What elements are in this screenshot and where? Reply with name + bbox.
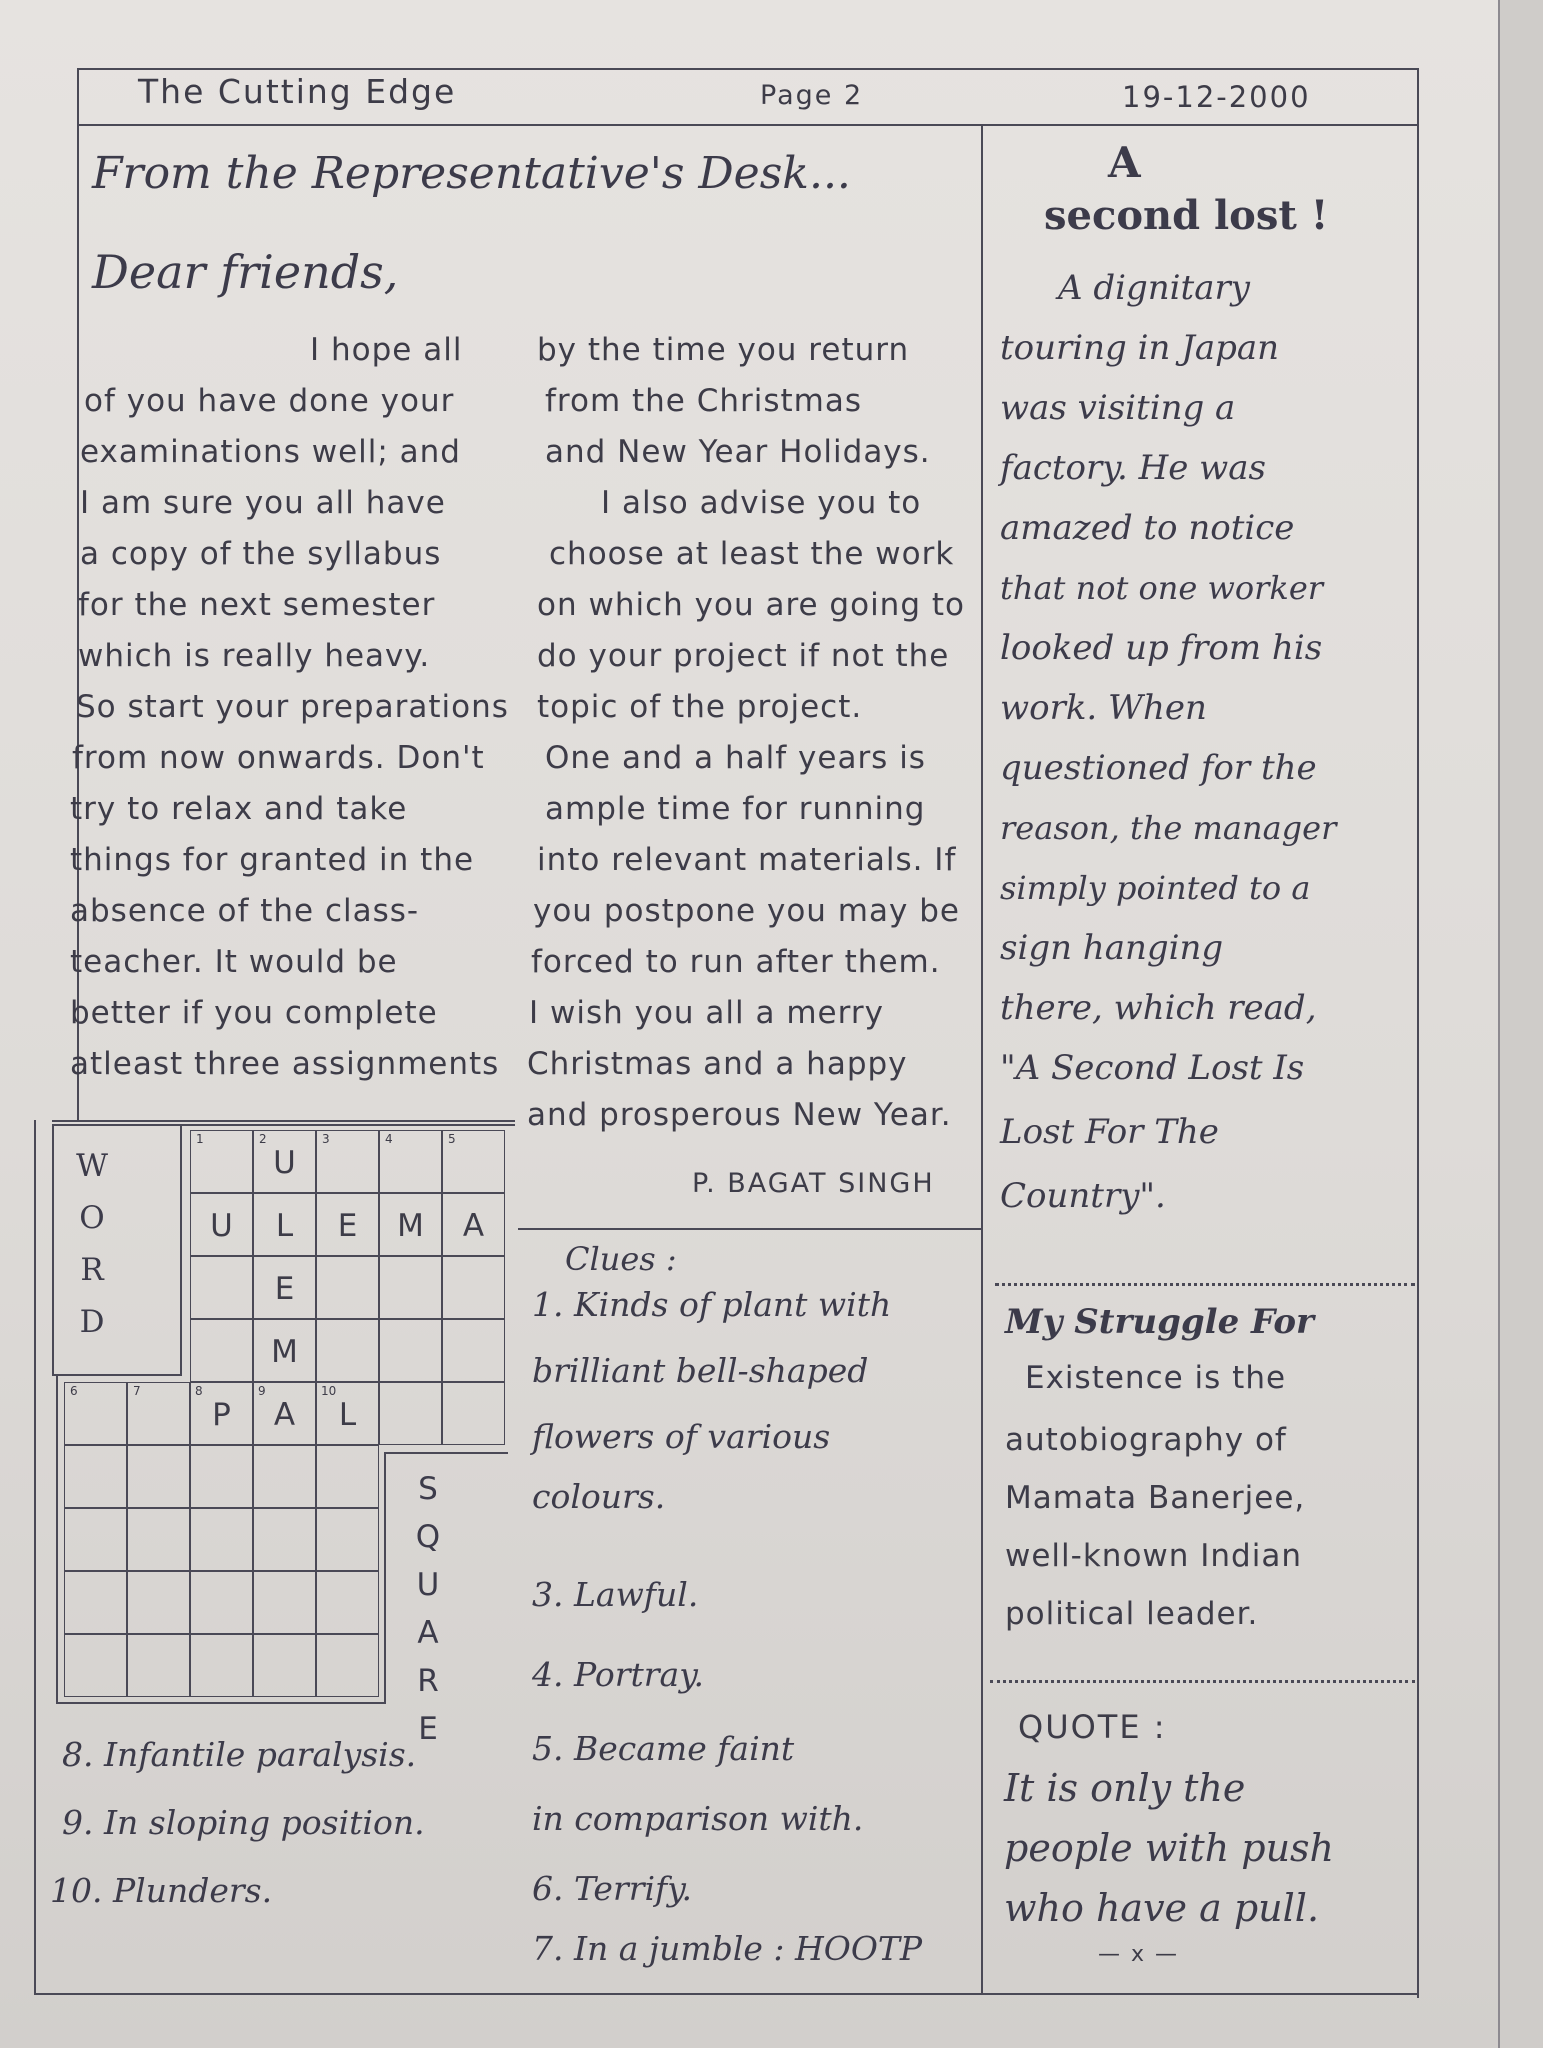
word-letter: R <box>80 1252 104 1288</box>
clue-line: 7. In a jumble : HOOTP <box>532 1929 923 1968</box>
story-title: second lost ! <box>1044 192 1329 239</box>
square-letter: A <box>417 1615 439 1651</box>
clues-title: Clues : <box>565 1240 677 1278</box>
clue-line: brilliant bell-shaped <box>532 1351 869 1390</box>
editorial-column-2 <box>527 325 965 1141</box>
col2-line: I wish you all a merry <box>529 995 884 1031</box>
col1-line: which is really heavy. <box>78 638 431 674</box>
cell-letter: L <box>275 1208 294 1244</box>
col1-line: things for granted in the <box>70 842 475 878</box>
col2-line: One and a half years is <box>545 740 926 776</box>
crossword-cell <box>190 1319 253 1382</box>
clue-line: 10. Plunders. <box>50 1871 273 1910</box>
book-line: well-known Indian <box>1005 1538 1302 1574</box>
crossword-cell <box>379 1319 442 1382</box>
square-frame-right <box>384 1452 386 1704</box>
col1-line: from now onwards. Don't <box>72 740 485 776</box>
clue-line: flowers of various <box>532 1417 831 1456</box>
cell-number: 1 <box>196 1132 204 1146</box>
cell-letter: L <box>338 1397 357 1433</box>
crossword-cell <box>64 1382 127 1445</box>
col1-line: So start your preparations <box>76 689 509 725</box>
crossword-cell <box>64 1571 127 1634</box>
editorial-bottom-rule <box>52 1120 515 1122</box>
cell-number: 8 <box>195 1384 203 1398</box>
story-line: sign hanging <box>1000 928 1224 968</box>
col1-line: examinations well; and <box>80 434 461 470</box>
crossword-cell <box>253 1256 316 1319</box>
crossword-cell <box>190 1193 253 1256</box>
crossword-cell <box>442 1193 505 1256</box>
crossword-cell <box>190 1634 253 1697</box>
cell-number: 7 <box>133 1384 141 1398</box>
crossword-cell <box>442 1256 505 1319</box>
sidebar-divider <box>981 124 983 1994</box>
story-title-a: A <box>1108 138 1141 187</box>
crossword-cell <box>127 1508 190 1571</box>
story-line: "A Second Lost Is <box>1000 1048 1305 1088</box>
crossword-cell <box>316 1571 379 1634</box>
square-letter: Q <box>415 1519 441 1555</box>
salutation: Dear friends, <box>92 245 399 299</box>
word-vertical-label <box>72 1140 112 1348</box>
col2-line: from the Christmas <box>545 383 863 419</box>
col2-line: you postpone you may be <box>533 893 960 929</box>
story-line: touring in Japan <box>1000 328 1280 368</box>
crossword-cell <box>253 1319 316 1382</box>
editorial-heading: From the Representative's Desk... <box>92 148 851 199</box>
crossword-cell <box>190 1130 253 1193</box>
cell-letter: M <box>397 1208 424 1244</box>
issue-date: 19-12-2000 <box>1122 80 1311 114</box>
frame-top <box>77 68 1419 70</box>
quote-body <box>1004 1758 1334 1938</box>
crossword-cell <box>64 1445 127 1508</box>
col2-line: choose at least the work <box>549 536 955 572</box>
col2-line: forced to run after them. <box>531 944 941 980</box>
story-line: amazed to notice <box>1000 508 1295 548</box>
crossword-cell <box>190 1256 253 1319</box>
crossword-cell <box>253 1445 316 1508</box>
cell-number: 5 <box>448 1132 456 1146</box>
col1-line: try to relax and take <box>70 791 408 827</box>
crossword-cell <box>316 1508 379 1571</box>
sidebar-dotted-1 <box>995 1283 1415 1286</box>
crossword-cell <box>190 1445 253 1508</box>
cell-letter: M <box>271 1334 298 1370</box>
book-block <box>1005 1302 1314 1654</box>
col1-line: atleast three assignments <box>70 1046 500 1082</box>
cell-number: 2 <box>259 1132 267 1146</box>
col2-line: topic of the project. <box>537 689 863 725</box>
crossword-cell <box>316 1634 379 1697</box>
crossword-cell <box>127 1571 190 1634</box>
story-line: work. When <box>1000 688 1207 728</box>
col2-line: and prosperous New Year. <box>527 1097 952 1133</box>
story-line: Country". <box>1000 1176 1166 1216</box>
square-letter: U <box>416 1567 440 1603</box>
cell-number: 9 <box>258 1384 266 1398</box>
quote-line: who have a pull. <box>1004 1886 1320 1930</box>
cell-letter: E <box>274 1271 295 1307</box>
cell-number: 6 <box>70 1384 78 1398</box>
crossword-cell <box>190 1508 253 1571</box>
quote-line: It is only the <box>1004 1766 1246 1810</box>
crossword-cell <box>253 1193 316 1256</box>
story-line: questioned for the <box>1000 748 1317 788</box>
clue-line: 1. Kinds of plant with <box>532 1285 892 1324</box>
book-line: My Struggle For <box>1005 1302 1314 1342</box>
square-frame-bottom <box>56 1702 386 1704</box>
crossword-cell <box>379 1256 442 1319</box>
word-letter: W <box>76 1148 108 1184</box>
col2-line: by the time you return <box>537 332 910 368</box>
cell-number: 4 <box>385 1132 393 1146</box>
frame-right <box>1417 68 1419 1998</box>
story-line: that not one worker <box>1000 569 1324 607</box>
book-line: autobiography of <box>1005 1422 1287 1458</box>
crossword-cell <box>253 1571 316 1634</box>
book-line: political leader. <box>1005 1596 1259 1632</box>
square-letter: E <box>418 1711 438 1747</box>
clue-line: 5. Became faint <box>532 1729 795 1768</box>
clue-line: 3. Lawful. <box>532 1575 699 1614</box>
crossword-cell <box>316 1256 379 1319</box>
clues-left-column <box>50 1735 425 1931</box>
frame-bottom <box>34 1993 1419 1995</box>
crossword-cell <box>442 1382 505 1445</box>
editorial-signature: P. BAGAT SINGH <box>692 1168 935 1199</box>
word-frame-notch-v <box>180 1124 182 1376</box>
crossword-cell <box>442 1130 505 1193</box>
crossword-cell <box>127 1445 190 1508</box>
word-letter: D <box>79 1304 105 1340</box>
story-line: Lost For The <box>1000 1112 1219 1152</box>
story-line: there, which read, <box>1000 988 1317 1028</box>
crossword-cell <box>253 1634 316 1697</box>
signature-rule <box>518 1228 981 1230</box>
crossword-cell <box>127 1382 190 1445</box>
book-line: Existence is the <box>1025 1360 1287 1396</box>
binding-edge <box>1498 0 1543 2048</box>
square-letter: R <box>417 1663 439 1699</box>
clue-line: 6. Terrify. <box>532 1869 693 1908</box>
col2-line: on which you are going to <box>537 587 965 623</box>
cell-letter: A <box>273 1397 296 1433</box>
square-vertical-label <box>408 1465 448 1753</box>
clue-line: in comparison with. <box>532 1799 864 1838</box>
col1-line: of you have done your <box>84 383 455 419</box>
square-letter: S <box>418 1471 438 1507</box>
clue-line: 9. In sloping position. <box>62 1803 425 1842</box>
word-letter: O <box>79 1200 105 1236</box>
col1-line: teacher. It would be <box>70 944 398 980</box>
square-frame-step <box>384 1452 508 1454</box>
cell-number: 10 <box>321 1384 337 1398</box>
paper-name: The Cutting Edge <box>138 72 457 111</box>
word-frame-notch <box>52 1374 182 1376</box>
clues-right-column <box>532 1285 922 1989</box>
word-frame-left <box>52 1124 54 1374</box>
col2-line: and New Year Holidays. <box>545 434 931 470</box>
left-bottom-frame <box>34 1120 36 1995</box>
story-line: simply pointed to a <box>1000 869 1311 907</box>
col2-line: Christmas and a happy <box>527 1046 908 1082</box>
crossword-cell <box>316 1319 379 1382</box>
col1-line: absence of the class- <box>70 893 420 929</box>
col1-line: I hope all <box>310 332 463 368</box>
col2-line: I also advise you to <box>601 485 922 521</box>
story-line: looked up from his <box>1000 628 1323 668</box>
cell-number: 3 <box>322 1132 330 1146</box>
crossword-cell <box>127 1634 190 1697</box>
crossword-cell <box>316 1193 379 1256</box>
clue-line: 4. Portray. <box>532 1655 704 1694</box>
crossword-cell <box>64 1634 127 1697</box>
crossword-cell <box>316 1445 379 1508</box>
cell-letter: E <box>337 1208 358 1244</box>
quote-line: people with push <box>1004 1826 1335 1870</box>
cell-letter: U <box>210 1208 233 1244</box>
col1-line: for the next semester <box>78 587 436 623</box>
editorial-column-1 <box>70 325 509 1090</box>
story-body <box>1000 258 1336 1226</box>
cell-letter: U <box>273 1145 296 1181</box>
col1-line: a copy of the syllabus <box>80 536 442 572</box>
book-line: Mamata Banerjee, <box>1005 1480 1306 1516</box>
sidebar-dotted-2 <box>990 1680 1415 1683</box>
clue-line: colours. <box>532 1477 666 1516</box>
col2-line: do your project if not the <box>537 638 950 674</box>
clue-line: 8. Infantile paralysis. <box>62 1735 417 1774</box>
crossword-cell <box>379 1193 442 1256</box>
crossword-cell <box>442 1319 505 1382</box>
col1-line: I am sure you all have <box>80 485 446 521</box>
col2-line: ample time for running <box>545 791 926 827</box>
story-line: A dignitary <box>1058 268 1250 308</box>
header-divider <box>77 124 1419 126</box>
col1-line: better if you complete <box>70 995 438 1031</box>
quote-label: QUOTE : <box>1018 1708 1167 1746</box>
square-frame-left <box>56 1376 58 1704</box>
story-line: factory. He was <box>1000 448 1266 488</box>
crossword-cell <box>64 1508 127 1571</box>
cell-letter: P <box>212 1397 231 1433</box>
crossword-cell <box>253 1130 316 1193</box>
crossword-cell <box>253 1508 316 1571</box>
end-mark: — x — <box>1098 1942 1180 1967</box>
col2-line: into relevant materials. If <box>537 842 957 878</box>
crossword-cell <box>379 1130 442 1193</box>
page-number: Page 2 <box>760 80 864 111</box>
story-line: reason, the manager <box>1000 809 1337 847</box>
cell-letter: A <box>462 1208 485 1244</box>
crossword-cell <box>190 1571 253 1634</box>
word-frame-top <box>52 1124 515 1126</box>
story-line: was visiting a <box>1000 388 1236 428</box>
crossword-cell <box>316 1130 379 1193</box>
crossword-cell <box>379 1382 442 1445</box>
